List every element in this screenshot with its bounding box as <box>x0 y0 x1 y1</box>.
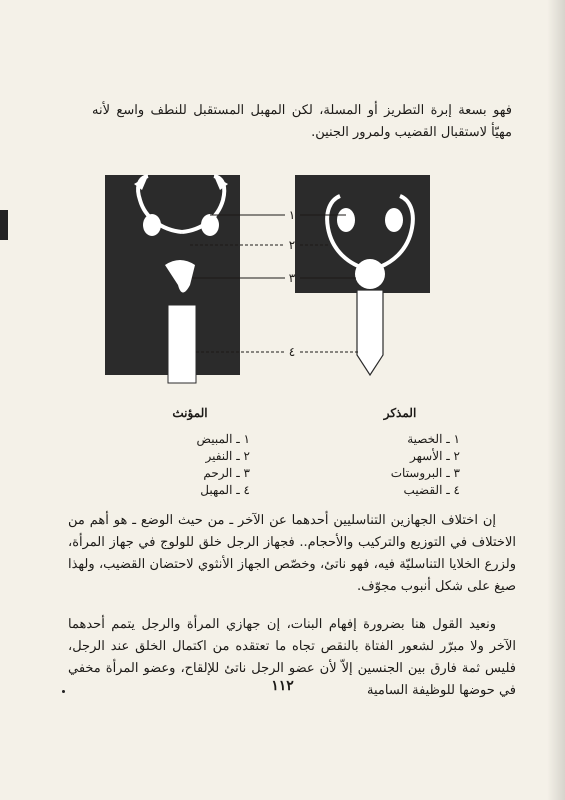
female-diagram <box>105 175 240 383</box>
male-left-testis <box>337 208 355 232</box>
legend-item: ٤ ـ القضيب <box>403 483 460 497</box>
male-prostate <box>355 259 385 289</box>
legend-item: ٢ ـ الأسهر <box>410 449 460 463</box>
legend-item: ٣ ـ الرحم <box>203 466 250 480</box>
page-edge-mark <box>0 210 8 240</box>
body-paragraph-1: إن اختلاف الجهازين التناسليين أحدهما عن الآخر ـ من حيث الوضع ـ هو أهم من الاختلاف في التوزيع والتركيب والأحجام.. فجهاز الرجل خلق للولوج في جهاز المرأة، ولزرع الخلايا التناسليّة فيه، فهو ناتئ، وخصّص الجهاز الأنثوي لاحتضان القضيب، ولهذا صيغ على شكل أنبوب مجوّف. <box>68 513 516 594</box>
legend-male-list <box>340 431 460 499</box>
legend-male-title: المذكر <box>383 406 417 420</box>
male-diagram <box>295 175 430 375</box>
legend-female <box>130 405 250 499</box>
female-left-ovary <box>143 214 161 236</box>
legend-item: ١ ـ الخصية <box>407 432 460 446</box>
male-right-testis <box>385 208 403 232</box>
legend-female-title: المؤنث <box>172 406 208 420</box>
intro-paragraph: فهو بسعة إبرة التطريز أو المسلة، لكن المهبل المستقبل للنطف واسع لأنه مهيّأ لاستقبال القضيب ولمرور الجنين. <box>92 103 512 140</box>
legend-item: ٤ ـ المهبل <box>200 483 250 497</box>
female-vagina <box>168 305 196 383</box>
body-paragraph-2: ونعيد القول هنا بضرورة إفهام البنات، إن جهازي المرأة والرجل يتمم أحدهما الآخر ولا مبرّر لشعور الفتاة بالنقص تجاه ما تعتقده من اكتمال الخلق عند الرجل، فليس ثمة فارق بين الجنسين إلاّ لأن عضو الرجل ناتئ للإلقاح، وعضو المرأة مخفي في حوضها للوظيفة السامية <box>68 617 516 698</box>
reproductive-diagram <box>90 170 450 400</box>
callout-1: ١ <box>288 208 296 222</box>
legend-item: ٢ ـ النفير <box>205 449 250 463</box>
male-penis <box>357 290 383 375</box>
legend-item: ٣ ـ البروستات <box>390 466 460 480</box>
female-right-ovary <box>201 214 219 236</box>
page-number: ١١٢ <box>271 678 294 694</box>
legend-female-list <box>130 431 250 499</box>
callout-4: ٤ <box>288 345 296 359</box>
legend-item: ١ ـ المبيض <box>196 432 250 446</box>
callout-3: ٣ <box>288 271 296 285</box>
legend-male <box>340 405 460 499</box>
callout-2: ٢ <box>288 238 296 252</box>
